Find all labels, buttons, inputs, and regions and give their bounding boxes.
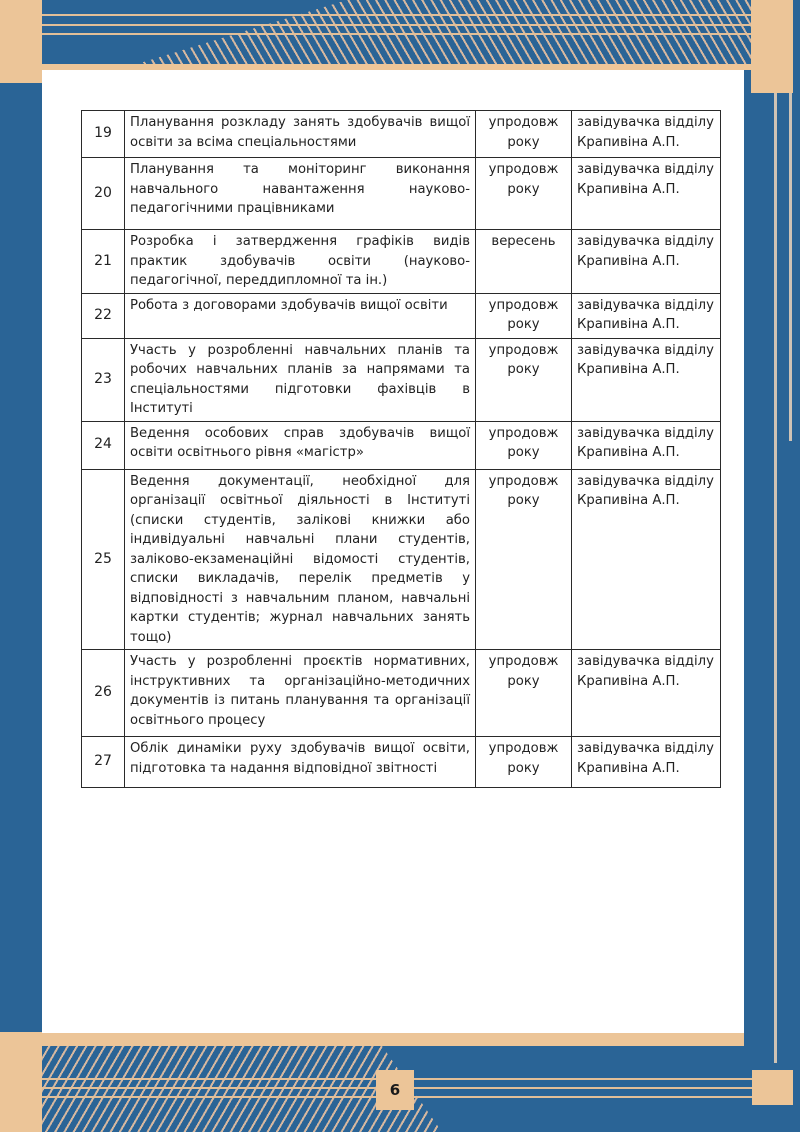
work-plan-table (81, 110, 721, 788)
bottom-beige-strip (42, 1033, 744, 1046)
task-description: Ведення особових справ здобувачів вищої освіти освітнього рівня «магістр» (125, 421, 476, 469)
table-row (82, 469, 721, 650)
task-term: упродовж року (476, 158, 572, 230)
right-vertical-line (789, 93, 792, 441)
task-responsible: завідувачка відділу Крапивіна А.П. (572, 293, 721, 338)
task-responsible: завідувачка відділу Крапивіна А.П. (572, 338, 721, 421)
task-description: Робота з договорами здобувачів вищої освіти (125, 293, 476, 338)
row-number: 27 (82, 737, 125, 788)
page-number: 6 (376, 1070, 414, 1110)
task-responsible: завідувачка відділу Крапивіна А.П. (572, 158, 721, 230)
table-row (82, 737, 721, 788)
task-term: упродовж року (476, 421, 572, 469)
top-stripe (42, 14, 756, 16)
row-number: 21 (82, 230, 125, 294)
task-responsible: завідувачка відділу Крапивіна А.П. (572, 737, 721, 788)
left-bottom-tab (0, 1032, 42, 1132)
row-number: 24 (82, 421, 125, 469)
table-row (82, 111, 721, 158)
task-responsible: завідувачка відділу Крапивіна А.П. (572, 230, 721, 294)
left-top-tab (0, 0, 42, 83)
task-description: Облік динаміки руху здобувачів вищої освіти, підготовка та надання відповідної звітності (125, 737, 476, 788)
top-stripe (42, 33, 756, 35)
task-description: Планування розкладу занять здобувачів вищої освіти за всіма спеціальностями (125, 111, 476, 158)
task-responsible: завідувачка відділу Крапивіна А.П. (572, 421, 721, 469)
row-number: 19 (82, 111, 125, 158)
task-responsible: завідувачка відділу Крапивіна А.П. (572, 111, 721, 158)
right-bottom-tab (752, 1070, 793, 1105)
top-decorative-band (42, 0, 756, 64)
top-stripe (42, 24, 756, 26)
table-row (82, 421, 721, 469)
task-responsible: завідувачка відділу Крапивіна А.П. (572, 650, 721, 737)
row-number: 22 (82, 293, 125, 338)
row-number: 23 (82, 338, 125, 421)
table-row (82, 158, 721, 230)
table-row (82, 338, 721, 421)
top-hatch-pattern (137, 0, 756, 64)
right-vertical-line (774, 93, 777, 1063)
task-term: упродовж року (476, 111, 572, 158)
task-description: Ведення документації, необхідної для організації освітньої діяльності в Інституті (списки студентів, залікові книжки або індивідуальні навчальні плани студентів, заліково-екзаменаційні відомості студентів, списки викладачів, перелік предметів у відповідності з навчальним планом, навчальні картки студентів; журнал навчальних занять тощо) (125, 469, 476, 650)
task-term: упродовж року (476, 293, 572, 338)
task-term: упродовж року (476, 650, 572, 737)
row-number: 20 (82, 158, 125, 230)
task-description: Планування та моніторинг виконання навчального навантаження науково-педагогічними працівниками (125, 158, 476, 230)
task-description: Участь у розробленні проєктів нормативних, інструктивних та організаційно-методичних документів із питань планування та організації освітнього процесу (125, 650, 476, 737)
task-responsible: завідувачка відділу Крапивіна А.П. (572, 469, 721, 650)
task-description: Участь у розробленні навчальних планів та робочих навчальних планів за напрямами та спеціальностями підготовки фахівців в Інституті (125, 338, 476, 421)
task-term: вересень (476, 230, 572, 294)
table-row (82, 650, 721, 737)
right-top-tab (751, 0, 793, 93)
row-number: 26 (82, 650, 125, 737)
table-row (82, 293, 721, 338)
task-description: Розробка і затвердження графіків видів практик здобувачів освіти (науково-педагогічної, переддипломної та ін.) (125, 230, 476, 294)
row-number: 25 (82, 469, 125, 650)
task-term: упродовж року (476, 737, 572, 788)
task-term: упродовж року (476, 338, 572, 421)
table-row (82, 230, 721, 294)
task-term: упродовж року (476, 469, 572, 650)
